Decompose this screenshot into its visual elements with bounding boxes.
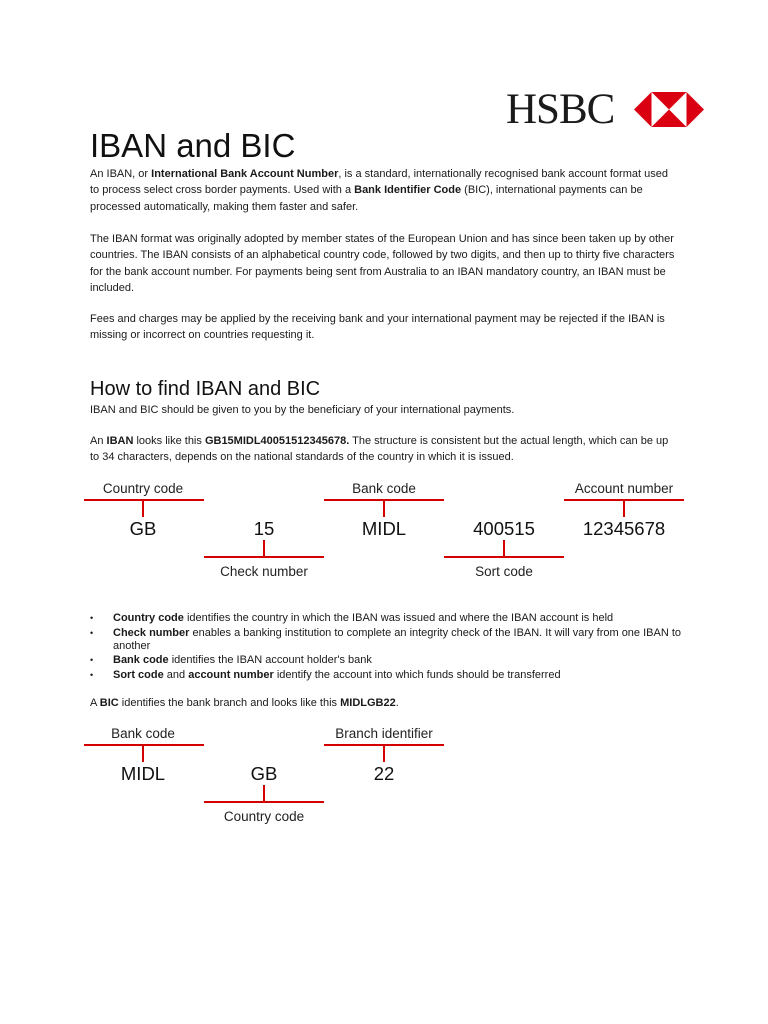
iban-sort-code-label: Sort code [475, 564, 533, 579]
iban-sort-code-value: 400515 [473, 518, 535, 539]
iban-check-number-value: 15 [253, 518, 275, 539]
bic-country-code-tick [263, 785, 265, 802]
iban-check-number-tick [263, 540, 265, 557]
bullet-icon: • [90, 655, 94, 665]
iban-bank-code-value: MIDL [361, 518, 407, 539]
page-title: IBAN and BIC [90, 127, 296, 164]
iban-check-number-bracket [204, 556, 324, 558]
list-item: • Check number enables a banking institution to complete an integrity check of the IBAN. It will vary from one IBAN to another [90, 626, 682, 652]
bullet-icon: • [90, 627, 94, 638]
iban-component-list [90, 612, 690, 683]
logo-text: HSBC [506, 86, 615, 133]
section-heading: How to find IBAN and BIC [90, 378, 321, 400]
bic-country-code-label: Country code [223, 809, 305, 824]
bic-example-paragraph: A BIC identifies the bank branch and looks like this MIDLGB22. [90, 697, 399, 709]
iban-country-code-label: Country code [102, 481, 184, 496]
bic-country-code-bracket [204, 801, 324, 803]
bullet-icon: • [90, 613, 94, 623]
bic-branch-identifier-tick [383, 744, 385, 762]
intro-paragraph-3: Fees and charges may be applied by the receiving bank and your international payment may be rejected if the IBAN is missing or incorrect on countries requesting it. [90, 313, 665, 342]
iban-bank-code-tick [383, 499, 385, 517]
iban-country-code-bracket [84, 499, 204, 501]
iban-example-paragraph: An IBAN looks like this GB15MIDL40051512345678. The structure is consistent but the actual length, which can be up to 34 characters, depends on the national standards of the country in which it is issued. [90, 435, 669, 464]
intro-paragraph-2: The IBAN format was originally adopted by member states of the European Union and has since been taken up by other countries. The IBAN consists of an alphabetical country code, followed by two digits, and then up to thirty five characters for the bank account number. For payments being sent from Australia to an IBAN mandatory country, an IBAN must be included. [90, 233, 675, 294]
bic-bank-code-tick [142, 744, 144, 762]
bic-bank-code-bracket [84, 744, 204, 746]
list-item: • Sort code and account number identify the account into which funds should be transferred [90, 668, 561, 681]
iban-sort-code-bracket [444, 556, 564, 558]
bic-branch-identifier-value: 22 [373, 763, 395, 784]
list-item: • Country code identifies the country in which the IBAN was issued and where the IBAN account is held [90, 612, 614, 624]
iban-check-number-label: Check number [220, 564, 308, 579]
iban-account-number-label: Account number [574, 481, 674, 496]
list-item: • Bank code identifies the IBAN account holder's bank [90, 654, 372, 666]
how-to-paragraph-1: IBAN and BIC should be given to you by the beneficiary of your international payments. [90, 404, 515, 416]
hsbc-hexagon-logo-icon [634, 92, 704, 127]
iban-sort-code-tick [503, 540, 505, 557]
bic-bank-code-label: Bank code [111, 726, 175, 741]
iban-bank-code-label: Bank code [352, 481, 416, 496]
iban-country-code-value: GB [129, 518, 157, 539]
bic-bank-code-value: MIDL [120, 763, 166, 784]
bic-country-code-value: GB [250, 763, 278, 784]
iban-account-number-tick [623, 499, 625, 517]
iban-country-code-tick [142, 499, 144, 517]
intro-paragraph-1: An IBAN, or International Bank Account Number, is a standard, internationally recognised bank account format used to process select cross border payments. Used with a Bank Identifier Code (BIC), international payments can be processed automatically, making them faster and safer. [90, 168, 668, 213]
iban-account-number-value: 12345678 [582, 518, 666, 539]
bullet-icon: • [90, 669, 94, 680]
bic-branch-identifier-label: Branch identifier [335, 726, 433, 741]
